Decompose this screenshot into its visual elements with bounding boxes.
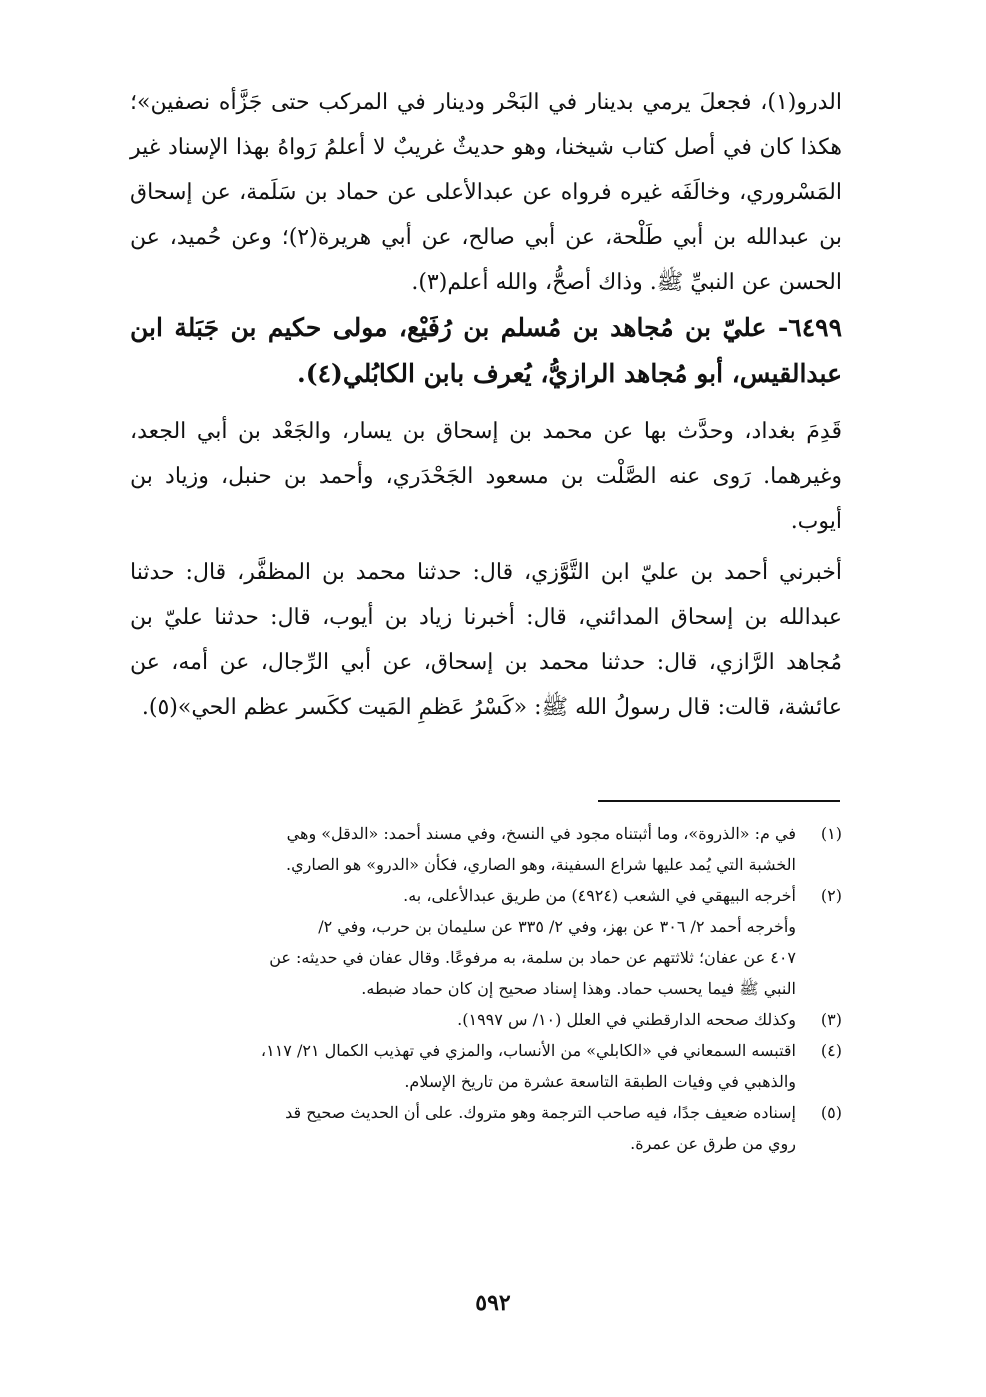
footnote-text	[130, 1097, 796, 1159]
footnote-text	[130, 880, 796, 1004]
footnote-line: وكذلك صححه الدارقطني في العلل (١٠/ س ١٩٩٧).	[457, 1010, 796, 1029]
paragraph-continuation: الدرو(١)، فجعلَ يرمي بدينار في البَحْر ودينار في المركب حتى جَزَّأه نصفين»؛ هكذا كان في أصل كتاب شيخنا، وهو حديثٌ غريبٌ لا أعلمُ رَواهُ بهذا الإسناد غير المَسْروري، وخالَفَه غيره فرواه عن عبدالأعلى عن حماد بن سَلَمة، عن إسحاق بن عبدالله بن أبي طَلْحة، عن أبي صالح، عن أبي هريرة(٢)؛ وعن حُميد، عن الحسن عن النبيِّ ﷺ. وذاك أصحُّ، والله أعلم(٣).	[130, 90, 843, 295]
footnote-line: اقتبسه السمعاني في «الكابلي» من الأنساب، والمزي في تهذيب الكمال ٢١/ ١١٧،	[260, 1041, 796, 1060]
paragraph-biography: قَدِمَ بغداد، وحدَّث بها عن محمد بن إسحاق بن يسار، والجَعْد بن أبي الجعد، وغيرهما. رَوى عنه الصَّلْت بن مسعود الجَحْدَري، وأحمد بن حنبل، وزياد بن أيوب.	[130, 419, 842, 534]
footnote-number: (٥)	[820, 1103, 842, 1122]
biography-heading: ٦٤٩٩- عليّ بن مُجاهد بن مُسلم بن رُفَيْع، مولى حكيم بن جَبَلة ابن عبدالقيس، أبو مُجاهد الرازيُّ، يُعرف بابن الكابُلي(٤).	[130, 313, 842, 388]
page-number: ٥٩٢	[475, 1290, 511, 1316]
footnote-separator	[598, 800, 840, 802]
footnote-4	[130, 1035, 842, 1097]
footnote-line: أخرجه البيهقي في الشعب (٤٩٢٤) من طريق عبدالأعلى، به.	[403, 886, 796, 905]
main-text	[130, 80, 842, 730]
footnote-line: النبي ﷺ فيما يحسب حماد. وهذا إسناد صحيح إن كان حماد ضبطه.	[361, 979, 796, 998]
footnote-3	[130, 1004, 842, 1035]
footnote-line: الخشبة التي يُمد عليها شراع السفينة، وهو الصاري، فكأن «الدرو» هو الصاري.	[286, 855, 796, 874]
footnote-line: في م: «الذروة»، وما أثبتناه مجود في النسخ، وفي مسند أحمد: «الدقل» وهي	[286, 824, 796, 843]
footnote-2	[130, 880, 842, 1004]
footnote-line: والذهبي في وفيات الطبقة التاسعة عشرة من تاريخ الإسلام.	[404, 1072, 796, 1091]
footnote-number: (٤)	[820, 1041, 842, 1060]
footnote-line: إسناده ضعيف جدًا، فيه صاحب الترجمة وهو متروك. على أن الحديث صحيح قد	[285, 1103, 796, 1122]
footnote-text	[130, 1035, 796, 1097]
footnote-5	[130, 1097, 842, 1159]
footnote-text	[130, 1004, 796, 1035]
footnote-line: وأخرجه أحمد ٢/ ٣٠٦ عن بهز، وفي ٢/ ٣٣٥ عن سليمان بن حرب، وفي ٢/	[318, 917, 796, 936]
footnote-number: (٢)	[820, 886, 842, 905]
footnote-1	[130, 818, 842, 880]
footnote-number: (٣)	[820, 1010, 842, 1029]
footnote-line: ٤٠٧ عن عفان؛ ثلاثتهم عن حماد بن سلمة، به مرفوعًا. وقال عفان في حديثه: عن	[269, 948, 796, 967]
footnotes	[130, 818, 842, 1159]
footnote-text	[130, 818, 796, 880]
footnote-number: (١)	[820, 824, 842, 843]
paragraph-hadith: أخبرني أحمد بن عليّ ابن التَّوَّزي، قال: حدثنا محمد بن المظفَّر، قال: حدثنا عبدالله بن إسحاق المدائني، قال: أخبرنا زياد بن أيوب، قال: حدثنا عليّ بن مُجاهد الرَّازي، قال: حدثنا محمد بن إسحاق، عن أبي الرِّجال، عن أمه، عن عائشة، قالت: قال رسولُ الله ﷺ: «كَسْرُ عَظمِ المَيت ككَسر عظم الحي»(٥).	[130, 560, 842, 720]
footnote-line: روي من طرق عن عمرة.	[630, 1134, 796, 1153]
